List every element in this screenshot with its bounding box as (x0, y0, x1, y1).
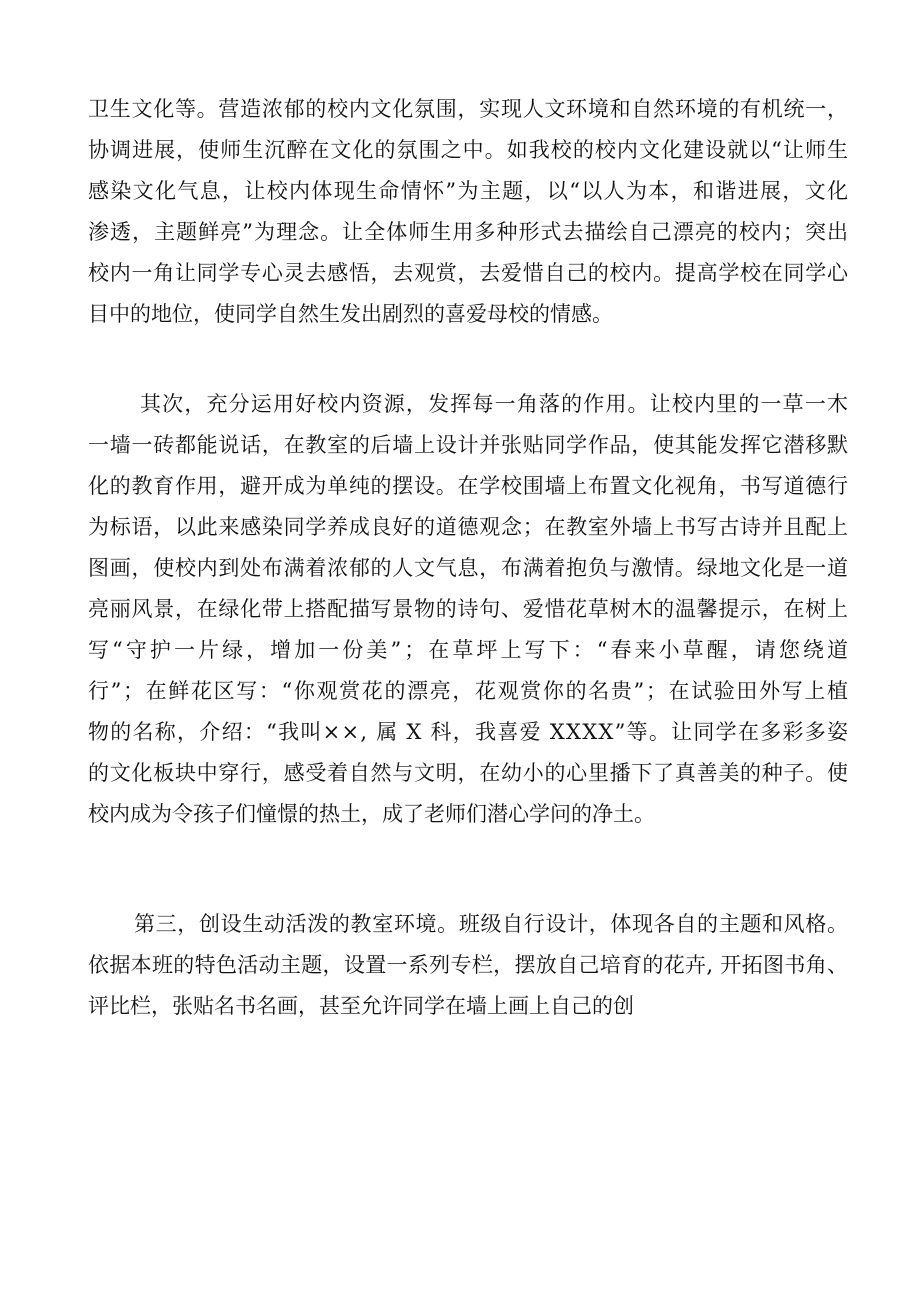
text-line: 校内一角让同学专心灵去感悟，去观赏，去爱惜自己的校内。提高学校在同学心 (88, 261, 849, 285)
paragraph-1 (88, 89, 848, 335)
text-line: 目中的地位，使同学自然生发出剧烈的喜爱母校的情感。 (88, 302, 613, 326)
text-line: 感染文化气息，让校内体现生命情怀”为主题，以“以人为本，和谐进展，文化 (88, 179, 850, 203)
text-line: 物的名称，介绍：“我叫××, 属 X 科，我喜爱 XXXX”等。让同学在多彩多姿 (88, 720, 850, 744)
text-line: 行”；在鲜花区写：“你观赏花的漂亮，花观赏你的名贵”；在试验田外写上植 (88, 679, 850, 703)
paragraph-3 (88, 904, 848, 1027)
text-line: 依据本班的特色活动主题，设置一系列专栏，摆放自己培育的花卉, 开拓图书角、 (88, 953, 849, 977)
text-line: 其次，充分运用好校内资源，发挥每一角落的作用。让校内里的一草一木 (140, 392, 850, 416)
text-line: 校内成为令孩子们憧憬的热土，成了老师们潜心学问的净土。 (88, 802, 655, 826)
paragraph-2 (88, 384, 852, 835)
text-line: 第三，创设生动活泼的教室环境。班级自行设计，体现各自的主题和风格。 (134, 912, 849, 936)
text-line: 一墙一砖都能说话，在教室的后墙上设计并张贴同学作品，使其能发挥它潜移默 (88, 433, 849, 457)
text-line: 渗透，主题鲜亮”为理念。让全体师生用多种形式去描绘自己漂亮的校内；突出 (88, 220, 850, 244)
text-line: 卫生文化等。营造浓郁的校内文化氛围，实现人文环境和自然环境的有机统一， (88, 97, 849, 121)
text-line: 写“守护一片绿，增加一份美”；在草坪上写下：“春来小草醒，请您绕道 (88, 638, 852, 662)
text-line: 图画，使校内到处布满着浓郁的人文气息，布满着抱负与激情。绿地文化是一道 (88, 556, 849, 580)
text-line: 评比栏，张贴名书名画，甚至允许同学在墙上画上自己的创 (88, 994, 634, 1018)
text-line: 协调进展，使师生沉醉在文化的氛围之中。如我校的校内文化建设就以“让师生 (88, 138, 850, 162)
text-line: 化的教育作用，避开成为单纯的摆设。在学校围墙上布置文化视角，书写道德行 (88, 474, 849, 498)
text-line: 的文化板块中穿行，感受着自然与文明，在幼小的心里播下了真善美的种子。使 (88, 761, 849, 785)
text-line: 为标语，以此来感染同学养成良好的道德观念；在教室外墙上书写古诗并且配上 (88, 515, 849, 539)
text-line: 亮丽风景，在绿化带上搭配描写景物的诗句、爱惜花草树木的温馨提示，在树上 (88, 597, 849, 621)
